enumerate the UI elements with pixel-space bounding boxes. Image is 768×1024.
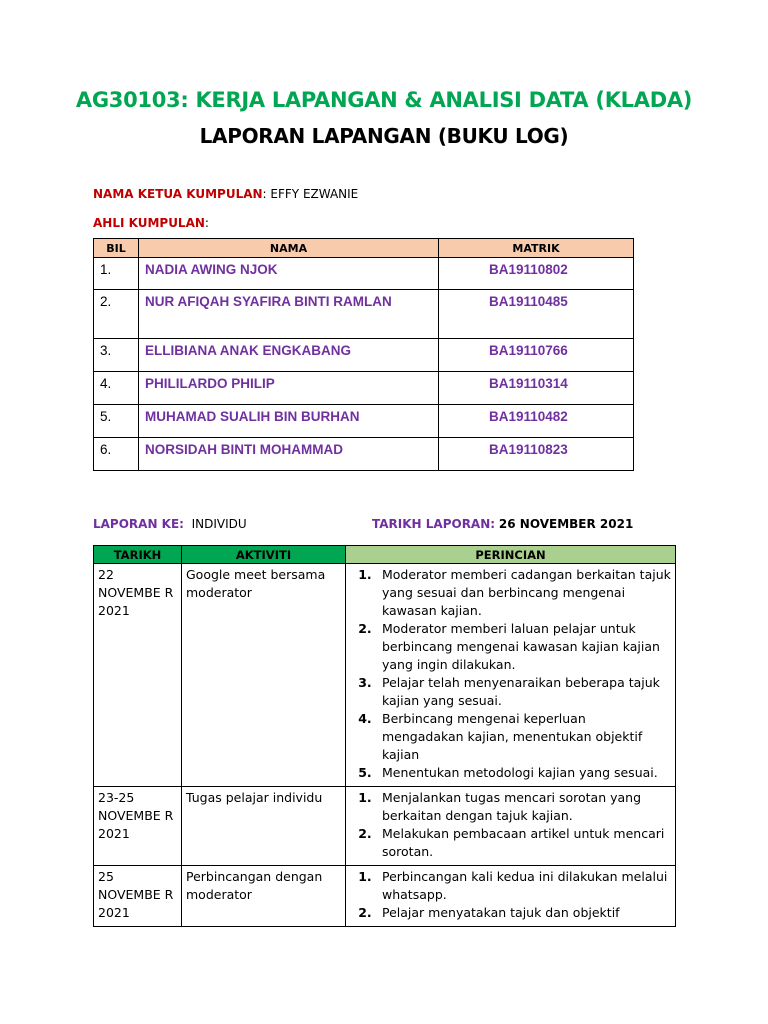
table-row (94, 438, 634, 471)
log-date: 22 NOVEMBE R 2021 (94, 564, 182, 787)
header-tarikh: TARIKH (94, 546, 182, 564)
header-aktiviti: AKTIVITI (182, 546, 346, 564)
member-name: MUHAMAD SUALIH BIN BURHAN (139, 405, 439, 438)
leader-value: EFFY EZWANIE (266, 187, 359, 201)
header-nama: NAMA (139, 239, 439, 258)
member-bil: 6. (94, 438, 139, 471)
member-name: NORSIDAH BINTI MOHAMMAD (139, 438, 439, 471)
member-matrik: BA19110823 (439, 438, 634, 471)
leader-colon: : (262, 187, 267, 201)
log-activity: Tugas pelajar individu (182, 787, 346, 866)
list-item: 1. Menjalankan tugas mencari sorotan yang berkaitan dengan tajuk kajian. (376, 789, 671, 825)
list-item: 2. Pelajar menyatakan tajuk dan objektif (376, 904, 671, 922)
list-item: 5. Menentukan metodologi kajian yang sesuai. (376, 764, 671, 782)
log-table (93, 545, 676, 927)
report-number-value: INDIVIDU (191, 517, 247, 531)
table-row (94, 290, 634, 339)
member-name: NADIA AWING NJOK (139, 258, 439, 290)
table-row (94, 866, 676, 927)
log-activity: Perbincangan dengan moderator (182, 866, 346, 927)
list-item: 1. Perbincangan kali kedua ini dilakukan melalui whatsapp. (376, 868, 671, 904)
header-matrik: MATRIK (439, 239, 634, 258)
member-name: ELLIBIANA ANAK ENGKABANG (139, 339, 439, 372)
report-date-field (372, 517, 633, 531)
member-bil: 5. (94, 405, 139, 438)
log-date: 25 NOVEMBE R 2021 (94, 866, 182, 927)
members-table (93, 238, 634, 471)
log-details (346, 564, 676, 787)
table-row (94, 564, 676, 787)
list-item: 3. Pelajar telah menyenaraikan beberapa tajuk kajian yang sesuai. (376, 674, 671, 710)
report-title: LAPORAN LAPANGAN (BUKU LOG) (199, 124, 569, 148)
list-item: 2. Melakukan pembacaan artikel untuk mencari sorotan. (376, 825, 671, 861)
log-details (346, 866, 676, 927)
members-label: AHLI KUMPULAN (93, 216, 205, 230)
log-details (346, 787, 676, 866)
members-header-row (94, 239, 634, 258)
list-item: 2. Moderator memberi laluan pelajar untuk berbincang mengenai kawasan kajian kajian yang ingin dilakukan. (376, 620, 671, 674)
report-date-value: 26 NOVEMBER 2021 (498, 517, 634, 531)
report-date-label: TARIKH LAPORAN: (372, 517, 496, 531)
members-colon: : (204, 216, 209, 230)
log-header-row (94, 546, 676, 564)
course-title: AG30103: KERJA LAPANGAN & ANALISI DATA (KLADA) (75, 88, 693, 112)
members-field (93, 216, 209, 230)
table-row (94, 258, 634, 290)
member-matrik: BA19110766 (439, 339, 634, 372)
member-bil: 2. (94, 290, 139, 339)
member-matrik: BA19110314 (439, 372, 634, 405)
member-matrik: BA19110802 (439, 258, 634, 290)
member-matrik: BA19110482 (439, 405, 634, 438)
member-bil: 4. (94, 372, 139, 405)
list-item: 4. Berbincang mengenai keperluan mengadakan kajian, menentukan objektif kajian (376, 710, 671, 764)
list-item: 1. Moderator memberi cadangan berkaitan tajuk yang sesuai dan berbincang mengenai kawasan kajian. (376, 566, 671, 620)
report-number-label: LAPORAN KE: (93, 517, 184, 531)
member-bil: 1. (94, 258, 139, 290)
table-row (94, 405, 634, 438)
table-row (94, 787, 676, 866)
table-row (94, 339, 634, 372)
log-activity: Google meet bersama moderator (182, 564, 346, 787)
header-bil: BIL (94, 239, 139, 258)
member-name: PHILILARDO PHILIP (139, 372, 439, 405)
member-name: NUR AFIQAH SYAFIRA BINTI RAMLAN (139, 290, 439, 339)
log-date: 23-25 NOVEMBE R 2021 (94, 787, 182, 866)
table-row (94, 372, 634, 405)
member-bil: 3. (94, 339, 139, 372)
report-number-field (93, 517, 247, 531)
leader-label: NAMA KETUA KUMPULAN (93, 187, 263, 201)
member-matrik: BA19110485 (439, 290, 634, 339)
leader-field (93, 187, 358, 201)
header-perincian: PERINCIAN (346, 546, 676, 564)
